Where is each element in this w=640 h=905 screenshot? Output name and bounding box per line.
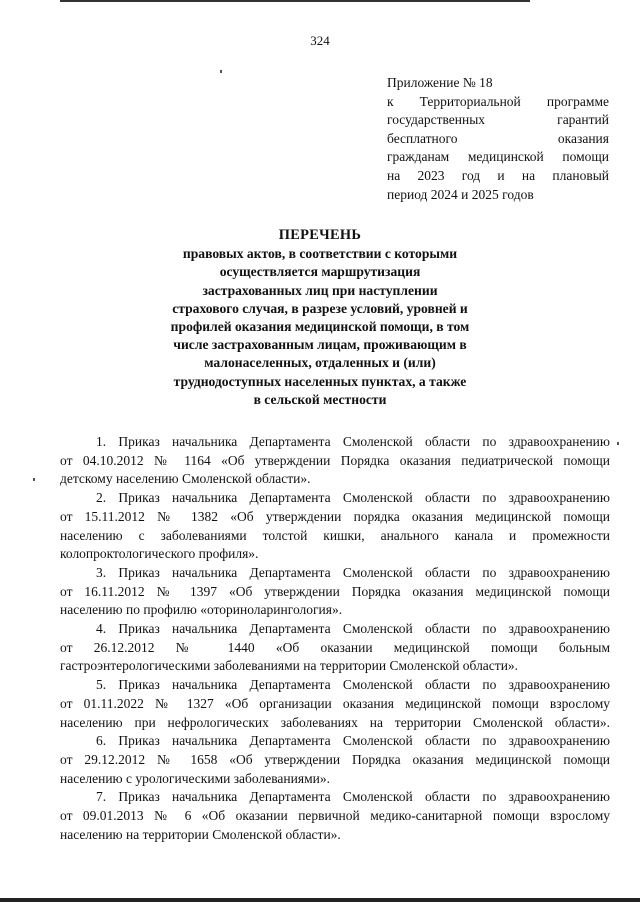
title-line: труднодоступных населенных пунктах, а также — [173, 373, 467, 389]
item-line: населению с урологическими заболеваниями». — [60, 770, 330, 786]
title-heading: ПЕРЕЧЕНЬ — [278, 227, 362, 243]
list-item — [60, 564, 610, 620]
item-line: 7. Приказ начальника Департамента Смоленской области по здравоохранению — [96, 789, 610, 805]
list-item — [60, 676, 610, 732]
appendix-line: на 2023 год и на плановый — [387, 167, 609, 183]
list-item — [60, 489, 610, 564]
item-line: 3. Приказ начальника Департамента Смоленской области по здравоохранению — [96, 564, 610, 580]
item-line: детскому населению Смоленской области». — [60, 471, 311, 487]
appendix-line: Приложение № 18 — [387, 75, 493, 90]
item-line: от 16.11.2012 № 1397 «Об утверждении Порядка оказания медицинской помощи — [60, 583, 610, 599]
list-item — [60, 788, 610, 844]
title-line: страхового случая, в разрезе условий, уровней и — [172, 300, 468, 316]
item-line: населению на территории Смоленской области». — [60, 826, 341, 842]
appendix-line: период 2024 и 2025 годов — [387, 186, 534, 202]
item-line: 6. Приказ начальника Департамента Смоленской области по здравоохранению — [96, 733, 610, 749]
scan-speck — [33, 478, 35, 481]
item-line: 1. Приказ начальника Департамента Смоленской области по здравоохранению — [96, 434, 610, 449]
item-line: гастроэнтерологическими заболеваниями на территории Смоленской области». — [60, 658, 519, 674]
legal-acts-list — [60, 433, 610, 844]
page-number: 324 — [310, 33, 330, 48]
appendix-line: бесплатного оказания — [387, 130, 609, 146]
item-line: населению с заболеваниями толстой кишки, анального канала и промежности — [60, 527, 610, 543]
item-line: населению по профилю «оториноларингология». — [60, 602, 343, 618]
appendix-line: к Территориальной программе — [387, 93, 609, 109]
scan-speck — [617, 442, 619, 445]
list-item — [60, 620, 610, 676]
item-line: 5. Приказ начальника Департамента Смоленской области по здравоохранению — [96, 677, 610, 693]
item-line: от 01.11.2022 № 1327 «Об организации оказания медицинской помощи взрослому — [60, 695, 610, 711]
item-line: 2. Приказ начальника Департамента Смоленской области по здравоохранению — [96, 490, 610, 506]
title-line: застрахованных лиц при наступлении — [202, 282, 438, 298]
item-line: от 04.10.2012 № 1164 «Об утверждении Порядка оказания педиатрической помощи — [60, 452, 610, 468]
item-line: от 15.11.2012 № 1382 «Об утверждении порядка оказания медицинской помощи — [60, 508, 610, 524]
scan-edge-bottom — [0, 898, 640, 902]
title-line: правовых актов, в соответствии с которыми — [182, 246, 458, 262]
scan-edge-top — [60, 0, 530, 2]
item-line: от 26.12.2012 № 1440 «Об оказании медицинской помощи больным — [60, 639, 610, 655]
title-line: осуществляется маршрутизация — [219, 264, 421, 280]
list-item — [60, 433, 610, 489]
title-line: в сельской местности — [253, 391, 387, 407]
title-line: малонаселенных, отдаленных и (или) — [204, 355, 436, 371]
item-line: от 09.01.2013 № 6 «Об оказании первичной медико-санитарной помощи взрослому — [60, 808, 610, 824]
appendix-note — [387, 74, 609, 204]
list-item — [60, 732, 610, 788]
item-line: населению при нефрологических заболеваниях на территории Смоленской области». — [60, 714, 610, 730]
title-line: профилей оказания медицинской помощи, в том — [170, 319, 470, 335]
item-line: колопроктологического профиля». — [60, 546, 259, 562]
document-title — [140, 226, 500, 409]
appendix-line: гражданам медицинской помощи — [387, 149, 609, 165]
item-line: 4. Приказ начальника Департамента Смоленской области по здравоохранению — [96, 621, 610, 637]
scan-speck — [220, 70, 222, 73]
appendix-line: государственных гарантий — [387, 112, 609, 128]
item-line: от 29.12.2012 № 1658 «Об утверждении Порядка оказания медицинской помощи — [60, 751, 610, 767]
title-line: числе застрахованным лицам, проживающим в — [173, 337, 467, 353]
